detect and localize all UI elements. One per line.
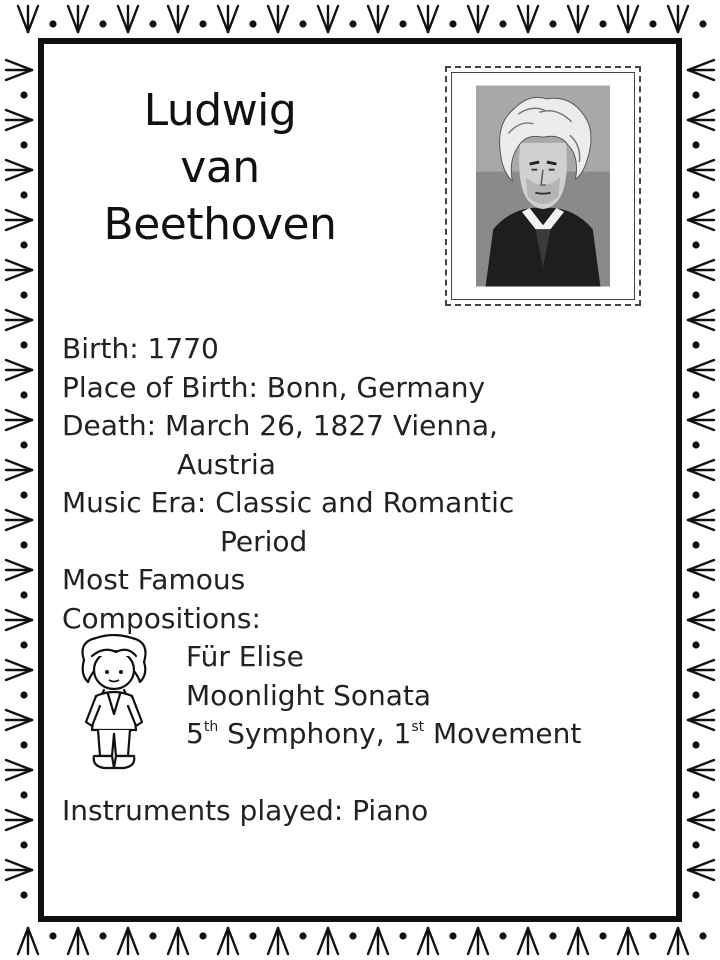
- famous-heading: Most Famous: [62, 563, 246, 596]
- cartoon-composer-icon: [74, 634, 154, 776]
- famous-heading-cont: Compositions:: [62, 601, 261, 635]
- page-title: [70, 82, 370, 253]
- instruments-text: Instruments played: Piano: [62, 793, 429, 827]
- death-text-cont: Austria: [177, 447, 276, 481]
- music-era-text-cont: Period: [220, 524, 308, 558]
- title-line-3: Beethoven: [103, 199, 337, 250]
- title-line-2: van: [180, 142, 260, 193]
- composition-item: Für Elise: [186, 640, 304, 673]
- death-text: Death: March 26, 1827 Vienna,: [62, 409, 498, 442]
- beethoven-portrait: [451, 72, 635, 300]
- composition-item: Moonlight Sonata: [186, 678, 432, 712]
- music-era-text: Music Era: Classic and Romantic: [62, 486, 515, 519]
- composition-part: 5: [186, 717, 204, 750]
- composition-part: Movement: [424, 717, 582, 750]
- composition-superscript: th: [203, 719, 219, 735]
- place-of-birth-text: Place of Birth: Bonn, Germany: [62, 370, 486, 404]
- birth-text: Birth: 1770: [62, 332, 219, 365]
- beethoven-portrait-icon: [476, 83, 610, 289]
- composition-part: Symphony, 1: [218, 717, 412, 750]
- composition-superscript: st: [411, 719, 425, 735]
- portrait-frame: [445, 66, 641, 306]
- title-line-1: Ludwig: [143, 85, 297, 136]
